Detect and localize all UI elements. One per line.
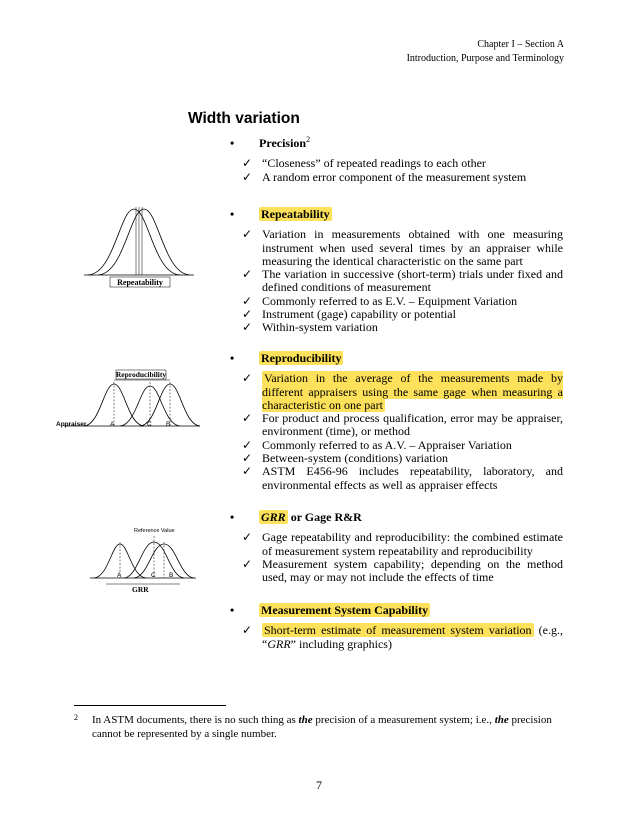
- bullet-dot-icon: •: [230, 603, 235, 617]
- grr-a-label: A: [117, 572, 122, 579]
- item-text: Measurement system capability; depending on the method used, may or may not include the effects of time: [262, 556, 563, 585]
- list-item: [230, 308, 563, 321]
- emphasis: the: [298, 714, 313, 726]
- chapter-line: Chapter I – Section A: [477, 39, 564, 50]
- grr-caption: GRR: [132, 585, 149, 594]
- item-text: Between-system (conditions) variation: [262, 451, 448, 466]
- checkmark-icon: ✓: [242, 371, 253, 386]
- list-item: [230, 321, 563, 334]
- bullet-dot-icon: •: [230, 510, 235, 524]
- reproducibility-figure: [56, 368, 202, 438]
- bullet-dot-icon: •: [230, 351, 235, 365]
- bullet-heading: [230, 352, 563, 365]
- heading-highlight: Repeatability: [261, 207, 330, 221]
- heading-text: Precision: [259, 136, 307, 150]
- item-text: Commonly referred to as A.V. – Appraiser Variation: [262, 437, 512, 452]
- footnote-divider: [74, 705, 226, 706]
- checkmark-icon: ✓: [242, 464, 253, 479]
- list-item: [230, 624, 563, 651]
- checkmark-icon: ✓: [242, 411, 253, 426]
- item-highlight: Variation in the average of the measurements made by different appraisers using the same gage when measuring a characteristic on one part: [262, 371, 563, 412]
- item-text: Commonly referred to as E.V. – Equipment Variation: [262, 293, 518, 308]
- item-text: Instrument (gage) capability or potential: [262, 307, 456, 322]
- appraiser-c-label: C: [147, 421, 152, 428]
- item-text: A random error component of the measurement system: [262, 169, 527, 184]
- item-text: “Closeness” of repeated readings to each other: [262, 156, 486, 171]
- grr-b-label: B: [169, 572, 174, 579]
- bullet-measurement-system-capability: [230, 604, 563, 651]
- item-highlight: Short-term estimate of measurement system variation: [264, 623, 532, 638]
- grr-c-label: C: [151, 572, 156, 579]
- checkmark-icon: ✓: [242, 556, 253, 571]
- list-item: [230, 558, 563, 585]
- list-item: [230, 412, 563, 439]
- checkmark-icon: ✓: [242, 227, 253, 242]
- bullet-reproducibility: [230, 352, 563, 492]
- heading-highlight: Measurement System Capability: [261, 603, 429, 617]
- checkmark-icon: ✓: [242, 530, 253, 545]
- bullet-heading: [230, 137, 563, 150]
- bullet-heading: [230, 208, 563, 221]
- bullet-repeatability: [230, 208, 563, 335]
- item-text: (e.g., “GRR” including graphics): [262, 623, 563, 651]
- page-header: [407, 38, 564, 66]
- page-number: 7: [316, 778, 322, 792]
- reproducibility-caption: Reproducibility: [115, 370, 167, 379]
- grr-term: GRR: [267, 636, 291, 651]
- appraiser-label: Appraiser: [56, 421, 87, 428]
- list-item: [230, 295, 563, 308]
- heading-highlight: GRR: [261, 510, 286, 524]
- checkmark-icon: ✓: [242, 451, 253, 466]
- bullet-heading: [230, 604, 563, 617]
- checkmark-icon: ✓: [242, 623, 253, 638]
- list-item: [230, 439, 563, 452]
- heading-highlight: Reproducibility: [261, 351, 342, 365]
- appraiser-a-label: A: [110, 421, 115, 428]
- checkmark-icon: ✓: [242, 307, 253, 322]
- list-item: [230, 228, 563, 268]
- footnote-ref: 2: [306, 135, 311, 144]
- checkmark-icon: ✓: [242, 293, 253, 308]
- appraiser-b-label: B: [166, 421, 171, 428]
- reference-value-label: Reference Value: [134, 528, 175, 534]
- item-text: ASTM E456-96 includes repeatability, laboratory, and environmental effects as well as appraiser effects: [262, 464, 563, 492]
- heading-text: or Gage R&R: [287, 510, 362, 524]
- list-item: [230, 171, 563, 184]
- checkmark-icon: ✓: [242, 156, 253, 171]
- footnote: [74, 713, 564, 741]
- list-item: [230, 157, 563, 170]
- item-text: Variation in measurements obtained with one measuring instrument when used several times by an appraiser while measuring the identical characteristic on the same part: [262, 227, 563, 268]
- repeatability-figure: [76, 203, 202, 293]
- bullet-dot-icon: •: [230, 136, 235, 150]
- bullet-grr: [230, 511, 563, 584]
- repeatability-caption: Repeatability: [117, 278, 163, 287]
- bullet-heading: [230, 511, 563, 524]
- bullet-dot-icon: •: [230, 207, 235, 221]
- section-title: Width variation: [188, 110, 300, 127]
- item-text: Gage repeatability and reproducibility: the combined estimate of measurement system repeatability and reproducibility: [262, 530, 563, 558]
- item-text: For product and process qualification, error may be appraiser, environment (time), or method: [262, 411, 563, 439]
- list-item: [230, 452, 563, 465]
- item-text: The variation in successive (short-term) trials under fixed and defined conditions of measurement: [262, 267, 563, 295]
- list-item: [230, 268, 563, 295]
- footnote-mark: 2: [74, 713, 78, 722]
- checkmark-icon: ✓: [242, 437, 253, 452]
- checkmark-icon: ✓: [242, 169, 253, 184]
- emphasis: the: [494, 714, 509, 726]
- bullet-precision: [230, 137, 563, 184]
- list-item: [230, 465, 563, 492]
- list-item: [230, 531, 563, 558]
- checkmark-icon: ✓: [242, 267, 253, 282]
- item-text: Within-system variation: [262, 320, 378, 335]
- section-subtitle-line: Introduction, Purpose and Terminology: [406, 53, 564, 64]
- grr-figure: [88, 528, 198, 598]
- footnote-text: In ASTM documents, there is no such thing as the precision of a measurement system; i.e., the precision cannot be represented by a single number.: [92, 714, 552, 740]
- list-item: [230, 372, 563, 412]
- checkmark-icon: ✓: [242, 320, 253, 335]
